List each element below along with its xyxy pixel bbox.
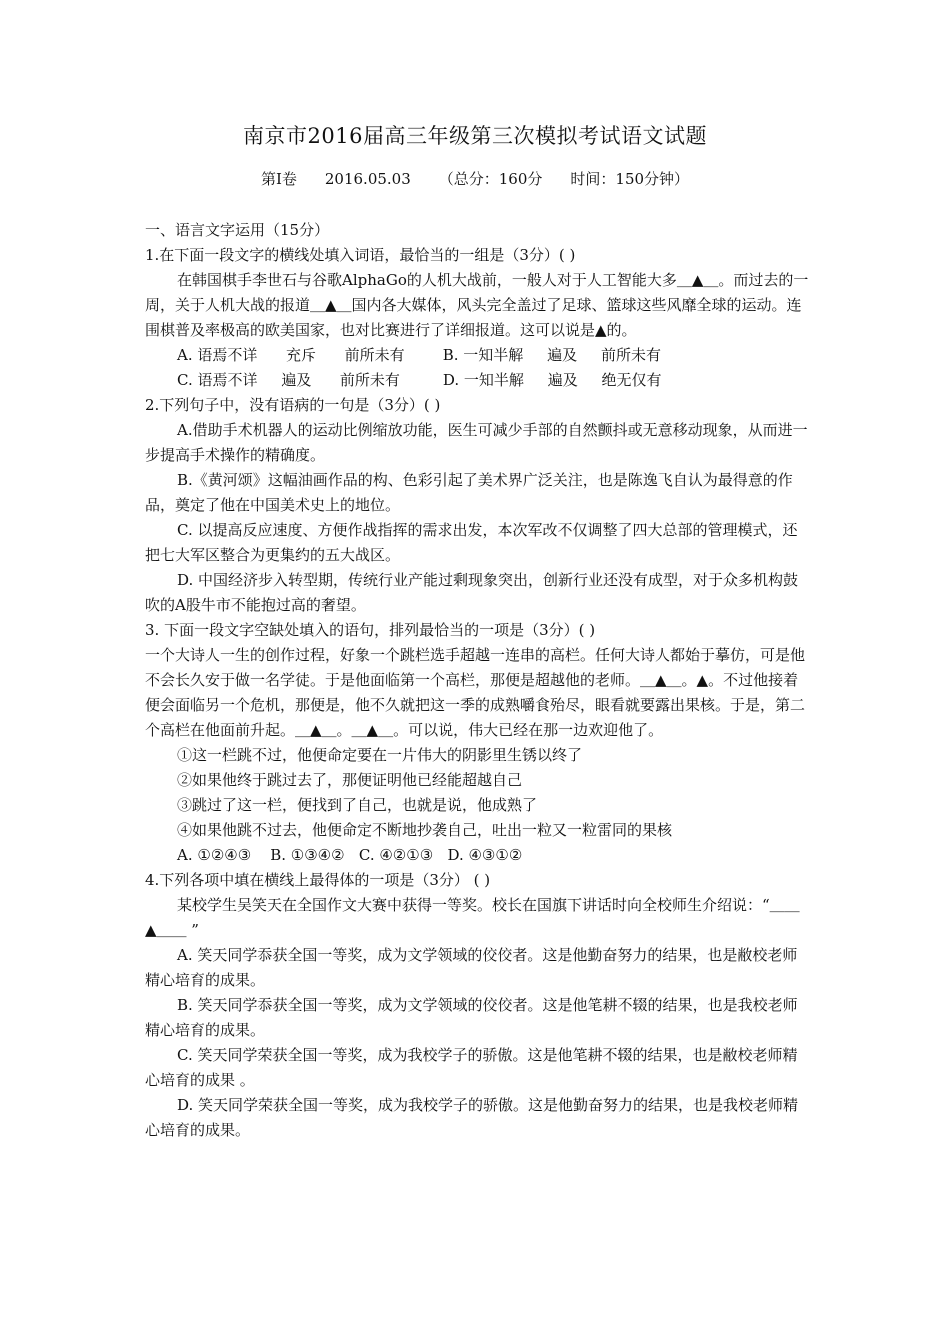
total-score: （总分：160分 [438, 170, 543, 188]
page-title: 南京市2016届高三年级第三次模拟考试语文试题 [243, 124, 707, 148]
question-4-stem: 4.下列各项中填在横线上最得体的一项是（3分） ( ) [145, 871, 491, 889]
question-1-passage: 在韩国棋手李世石与谷歌AlphaGo的人机大战前，一般人对于人工智能大多＿▲＿。而过去的一周，关于人机大战的报道＿▲＿国内各大媒体，风头完全盖过了足球、篮球这些风靡全球的运动。连围棋普及率极高的欧美国家，也对比赛进行了详细报道。这可以说是▲的。 [145, 271, 809, 339]
section-heading: 一、语言文字运用（15分） [145, 221, 330, 239]
exam-info [0, 168, 950, 189]
question-1-stem: 1.在下面一段文字的横线处填入词语，最恰当的一组是（3分）( ) [145, 246, 576, 264]
volume-label: 第Ⅰ卷 [260, 170, 297, 188]
question-4-option-d: D. 笑天同学荣获全国一等奖，成为我校学子的骄傲。这是他勤奋努力的结果，也是我校老师精心培育的成果。 [145, 1096, 799, 1139]
question-3-sentence-3: ③跳过了这一栏，便找到了自己，也就是说，他成熟了 [177, 796, 538, 814]
question-3-sentence-4: ④如果他跳不过去，他便命定不断地抄袭自己，吐出一粒又一粒雷同的果核 [177, 821, 673, 839]
question-2-stem: 2.下列句子中，没有语病的一句是（3分）( ) [145, 396, 441, 414]
question-3-stem: 3. 下面一段文字空缺处填入的语句，排列最恰当的一项是（3分）( ) [145, 621, 596, 639]
question-4-option-b: B. 笑天同学忝获全国一等奖，成为文学领域的佼佼者。这是他笔耕不辍的结果，也是我校老师精心培育的成果。 [145, 996, 798, 1039]
time-limit: 时间：150分钟） [570, 170, 690, 188]
exam-date: 2016.05.03 [324, 170, 411, 188]
question-2-option-b: B.《黄河颂》这幅油画作品的构、色彩引起了美术界广泛关注，也是陈逸飞自认为最得意的作品，奠定了他在中国美术史上的地位。 [145, 471, 793, 514]
question-3-sentence-2: ②如果他终于跳过去了，那便证明他已经能超越自己 [177, 771, 523, 789]
exam-body [145, 218, 810, 1143]
question-3-sentence-1: ①这一栏跳不过，他便命定要在一片伟大的阴影里生锈以终了 [177, 746, 583, 764]
question-2-option-d: D. 中国经济步入转型期，传统行业产能过剩现象突出，创新行业还没有成型，对于众多机构鼓吹的A股牛市不能抱过高的奢望。 [145, 571, 799, 614]
question-1-options-cd: C. 语焉不详 遍及 前所未有 D. 一知半解 遍及 绝无仅有 [177, 371, 662, 389]
question-2-option-a: A.借助手术机器人的运动比例缩放功能，医生可减少手部的自然颤抖或无意移动现象，从而进一步提高手术操作的精确度。 [145, 421, 808, 464]
question-4-option-c: C. 笑天同学荣获全国一等奖，成为我校学子的骄傲。这是他笔耕不辍的结果，也是敝校老师精心培育的成果 。 [145, 1046, 798, 1089]
question-4-context: 某校学生吴笑天在全国作文大赛中获得一等奖。校长在国旗下讲话时向全校师生介绍说：“＿＿▲＿＿ ” [145, 896, 800, 939]
question-1-options-ab: A. 语焉不详 充斥 前所未有 B. 一知半解 遍及 前所未有 [177, 346, 661, 364]
question-3-options: A. ①②④③ B. ①③④② C. ④②①③ D. ④③①② [177, 846, 523, 864]
question-3-passage: 一个大诗人一生的创作过程，好象一个跳栏选手超越一连串的高栏。任何大诗人都始于摹仿，可是他不会长久安于做一名学徒。于是他面临第一个高栏，那便是超越他的老师。＿▲＿。▲。不过他接着便会面临另一个危机，那便是，他不久就把这一季的成熟嚼食殆尽，眼看就要露出果核。于是，第二个高栏在他面前升起。＿▲＿。＿▲＿。可以说，伟大已经在那一边欢迎他了。 [145, 646, 806, 739]
question-4-option-a: A. 笑天同学忝获全国一等奖，成为文学领域的佼佼者。这是他勤奋努力的结果，也是敝校老师精心培育的成果。 [145, 946, 798, 989]
question-2-option-c: C. 以提高反应速度、方便作战指挥的需求出发，本次军改不仅调整了四大总部的管理模式，还把七大军区整合为更集约的五大战区。 [145, 521, 798, 564]
